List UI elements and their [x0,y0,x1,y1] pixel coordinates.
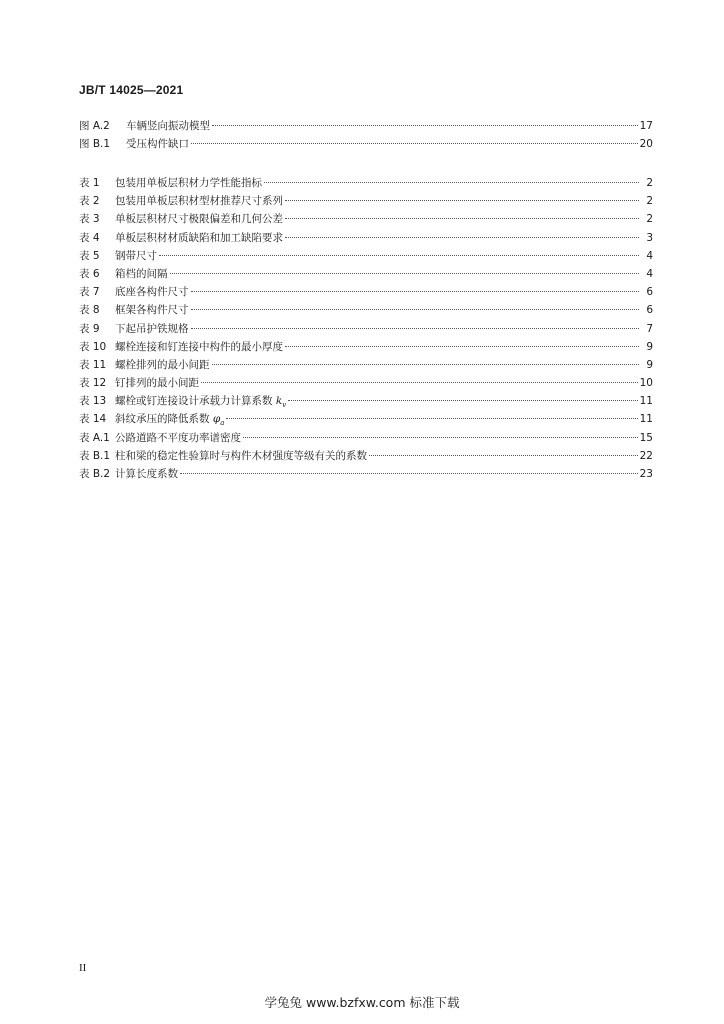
toc-entry[interactable] [79,210,653,228]
toc-entry-page: 4 [646,249,653,262]
toc-dot-leader [191,328,640,329]
toc-entry-title: 柱和梁的稳定性验算时与构件木材强度等级有关的系数 [115,449,367,462]
toc-entry-title: 单板层积材尺寸极限偏差和几何公差 [115,213,283,226]
toc-entry-title: 受压构件缺口 [126,138,189,151]
toc-entry[interactable] [79,174,653,192]
toc-entry-page: 9 [646,358,653,371]
toc-dot-leader [285,237,639,238]
toc-entry-title: 包装用单板层积材力学性能指标 [115,177,262,189]
toc-entry-label: 表 14 [79,413,107,426]
toc-dot-leader [191,309,640,310]
toc-entry[interactable] [79,301,653,319]
toc-dot-leader [285,200,639,201]
toc-entry-title: 箱档的间隔 [115,267,168,280]
toc-dot-leader [201,382,638,383]
toc-entry[interactable] [79,338,653,356]
toc-entry-label: 表 A.1 [79,431,110,444]
toc-entry-page: 2 [646,213,653,226]
toc-entry-page: 3 [646,231,653,244]
toc-entry-title: 车辆竖向振动模型 [126,120,210,132]
toc-dot-leader [369,455,638,456]
toc-dot-leader [159,255,639,256]
toc-entry-label: 表 12 [79,377,107,390]
toc-entry-title: 螺栓连接和钉连接中构件的最小厚度 [115,340,283,353]
toc-entry-page: 2 [646,177,653,189]
toc-entry[interactable] [79,192,653,210]
toc-entry-title: 框架各构件尺寸 [115,304,189,317]
toc-entry[interactable] [79,465,653,483]
toc-entry-label: 表 7 [79,286,100,299]
toc-entry-page: 7 [646,322,653,335]
toc-entry-label: 表 8 [79,304,100,317]
toc-entry-label: 表 9 [79,322,100,335]
toc-entry-page: 6 [646,286,653,299]
toc-entry-label: 表 3 [79,213,100,226]
toc-entry[interactable] [79,229,653,247]
toc-entry-page: 4 [646,267,653,280]
toc-entry-label: 表 11 [79,358,107,371]
toc-entry-page: 2 [646,195,653,208]
toc-entry[interactable] [79,283,653,301]
toc-entry-page: 10 [639,377,653,390]
toc-entry-page: 11 [639,413,653,426]
toc-entry-page: 11 [639,395,653,408]
toc-entry-label: 表 1 [79,177,100,189]
toc-entry-label: 表 4 [79,231,100,244]
toc-entry-title: 公路道路不平度功率谱密度 [115,431,241,444]
toc-entry-label: 表 10 [79,340,107,353]
toc-dot-leader [170,273,640,274]
toc-entry[interactable] [79,356,653,374]
toc-entry-title: 单板层积材材质缺陷和加工缺陷要求 [115,231,283,244]
toc-entry-title: 计算长度系数 [115,468,178,480]
toc-entry-symbol: $k_v$ [275,395,287,410]
toc-entry[interactable] [79,447,653,465]
toc-dot-leader [285,346,639,347]
toc-entry[interactable] [79,392,653,410]
toc-entry[interactable] [79,374,653,392]
toc-entry-page: 23 [639,468,653,480]
toc-entry-label: 表 6 [79,267,100,280]
toc-entry[interactable] [79,247,653,265]
toc-entry-title: 钉排列的最小间距 [115,377,199,390]
toc-dot-leader [212,364,640,365]
toc-entry-title: 斜纹承压的降低系数 $\varphi_a$ [115,413,225,428]
toc-entry-label: 表 B.2 [79,468,111,480]
toc-entry-page: 17 [639,120,653,132]
toc-entry-symbol: $\varphi_a$ [212,413,225,428]
toc-entry-label: 表 B.1 [79,449,111,462]
toc-dot-leader [191,291,640,292]
table-list [79,174,653,483]
toc-entry[interactable] [79,265,653,283]
footer-watermark: 学兔兔 www.bzfxw.com 标准下载 [264,995,460,1010]
toc-entry[interactable] [79,429,653,447]
toc-entry-title: 包装用单板层积材型材推荐尺寸系列 [115,195,283,208]
toc-entry-title: 螺栓排列的最小间距 [115,358,210,371]
toc-entry-page: 6 [646,304,653,317]
toc-dot-leader [243,437,638,438]
toc-dot-leader [285,218,639,219]
toc-entry[interactable] [79,117,653,135]
toc-entry-label: 表 5 [79,249,100,262]
toc-entry-title: 钢带尺寸 [115,249,157,262]
toc-dot-leader [212,125,638,126]
toc-entry-page: 20 [639,138,653,151]
toc-entry-title: 底座各构件尺寸 [115,286,189,299]
toc-entry[interactable] [79,320,653,338]
figure-list [79,117,653,153]
toc-entry-page: 15 [639,431,653,444]
toc-dot-leader [288,400,637,401]
page-number: II [79,962,87,974]
toc-dot-leader [180,473,638,474]
toc-entry-label: 表 2 [79,195,100,208]
toc-dot-leader [191,143,638,144]
toc-entry-page: 22 [639,449,653,462]
toc-entry-page: 9 [646,340,653,353]
toc-entry-title: 下起吊护铁规格 [115,322,189,335]
toc-entry[interactable] [79,410,653,428]
toc-dot-leader [226,418,637,419]
toc-entry-label: 图 B.1 [79,138,111,151]
document-code: JB/T 14025—2021 [79,83,184,97]
toc-entry-title: 螺栓或钉连接设计承载力计算系数 $k_v$ [115,395,287,410]
toc-entry-label: 图 A.2 [79,120,110,132]
toc-dot-leader [264,182,639,183]
toc-entry[interactable] [79,135,653,153]
toc-entry-label: 表 13 [79,395,107,408]
